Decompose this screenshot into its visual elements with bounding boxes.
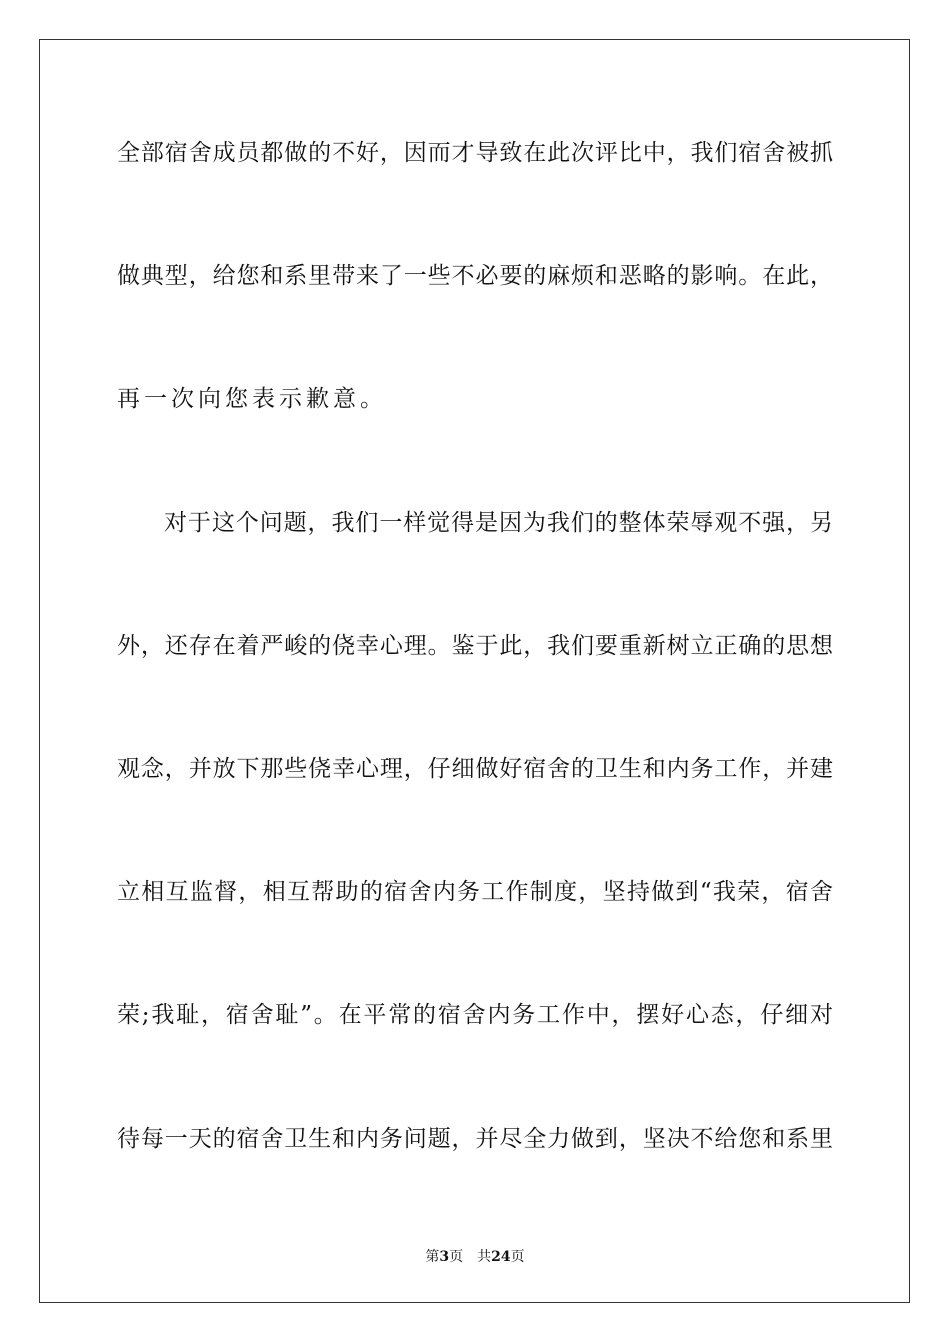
text-line-3: 再一次向您表示歉意。	[117, 386, 387, 412]
text-line-6: 观念，并放下那些侥幸心理，仔细做好宿舍的卫生和内务工作，并建	[117, 756, 833, 782]
text-line-8: 荣;我耻，宿舍耻”。在平常的宿舍内务工作中，摆好心态，仔细对	[117, 1002, 833, 1028]
text-line-9: 待每一天的宿舍卫生和内务问题，并尽全力做到，坚决不给您和系里	[117, 1126, 833, 1152]
footer-total-prefix: 共	[477, 1249, 492, 1265]
text-line-1: 全部宿舍成员都做的不好，因而才导致在此次评比中，我们宿舍被抓	[117, 140, 833, 166]
text-line-5: 外，还存在着严峻的侥幸心理。鉴于此，我们要重新树立正确的思想	[117, 633, 833, 659]
page-border	[39, 39, 910, 1303]
page-footer	[0, 1248, 950, 1266]
footer-page-suffix: 页	[449, 1249, 464, 1265]
footer-total-pages: 24	[491, 1249, 511, 1265]
text-line-4: 对于这个问题，我们一样觉得是因为我们的整体荣辱观不强，另	[164, 510, 833, 536]
text-line-7: 立相互监督，相互帮助的宿舍内务工作制度，坚持做到“我荣，宿舍	[117, 879, 833, 905]
footer-total-suffix: 页	[510, 1249, 525, 1265]
text-line-2: 做典型，给您和系里带来了一些不必要的麻烦和恶略的影响。在此，	[117, 263, 833, 289]
footer-page-number: 3	[439, 1249, 450, 1265]
footer-page-prefix: 第	[425, 1249, 440, 1265]
